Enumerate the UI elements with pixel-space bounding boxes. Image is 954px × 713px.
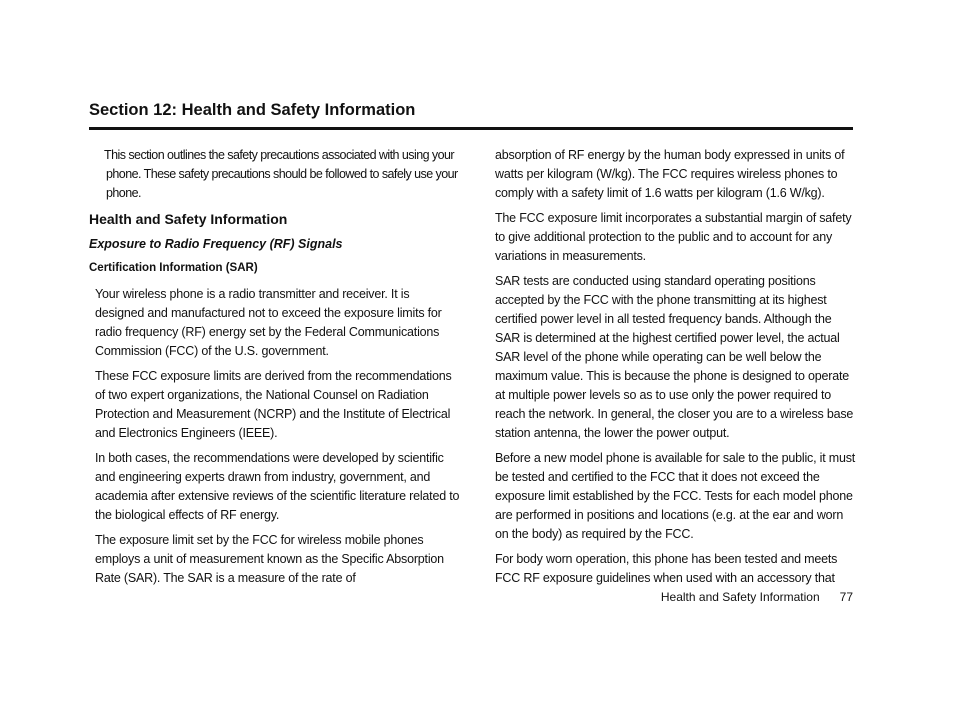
body-paragraph: For body worn operation, this phone has been tested and meets FCC RF exposure guidelines when used with an accessory that xyxy=(495,552,838,585)
left-column xyxy=(89,146,461,594)
page-footer xyxy=(600,590,853,604)
section-title: Section 12: Health and Safety Information xyxy=(89,101,416,119)
right-column xyxy=(495,146,857,594)
heading-health-safety: Health and Safety Information xyxy=(89,211,288,227)
body-paragraph: Before a new model phone is available for sale to the public, it must be tested and certified to the FCC that it does not exceed the exposure limit established by the FCC. Tests for each model phone are performed in positions and locations (e.g. at the ear and worn on the body) as required by the FCC. xyxy=(495,451,856,541)
intro-paragraph: This section outlines the safety precautions associated with using your phone. These safety precautions should be followed to safely use your phone. xyxy=(104,148,458,200)
body-paragraph: The FCC exposure limit incorporates a substantial margin of safety to give additional protection to the public and to account for any variations in measurements. xyxy=(495,211,852,263)
body-paragraph: Your wireless phone is a radio transmitter and receiver. It is designed and manufactured not to exceed the exposure limits for radio frequency (RF) energy set by the Federal Communications Commission (FCC) of the U.S. government. xyxy=(95,287,442,358)
body-paragraph: In both cases, the recommendations were developed by scientific and engineering experts drawn from industry, government, and academia after extensive reviews of the scientific literature related to the biological effects of RF energy. xyxy=(95,451,460,522)
footer-label: Health and Safety Information xyxy=(660,590,820,604)
title-rule xyxy=(89,127,853,130)
heading-rf-exposure: Exposure to Radio Frequency (RF) Signals xyxy=(89,237,343,251)
heading-sar-certification: Certification Information (SAR) xyxy=(89,262,258,274)
body-paragraph: These FCC exposure limits are derived from the recommendations of two expert organizations, the National Counsel on Radiation Protection and Measurement (NCRP) and the Institute of Electrical and Electronics Engineers (IEEE). xyxy=(95,369,452,440)
body-paragraph: The exposure limit set by the FCC for wireless mobile phones employs a unit of measurement known as the Specific Absorption Rate (SAR). The SAR is a measure of the rate of xyxy=(95,533,444,585)
body-paragraph: absorption of RF energy by the human body expressed in units of watts per kilogram (W/kg). The FCC requires wireless phones to comply with a safety limit of 1.6 watts per kilogram (1.6 W/kg). xyxy=(495,148,845,200)
body-paragraph: SAR tests are conducted using standard operating positions accepted by the FCC with the phone transmitting at its highest certified power level in all tested frequency bands. Although the SAR is determined at the highest certified power level, the actual SAR level of the phone while operating can be well below the maximum value. This is because the phone is designed to operate at multiple power levels so as to use only the power required to reach the network. In general, the closer you are to a wireless base station antenna, the lower the power output. xyxy=(495,274,854,440)
page-number: 77 xyxy=(839,590,853,604)
